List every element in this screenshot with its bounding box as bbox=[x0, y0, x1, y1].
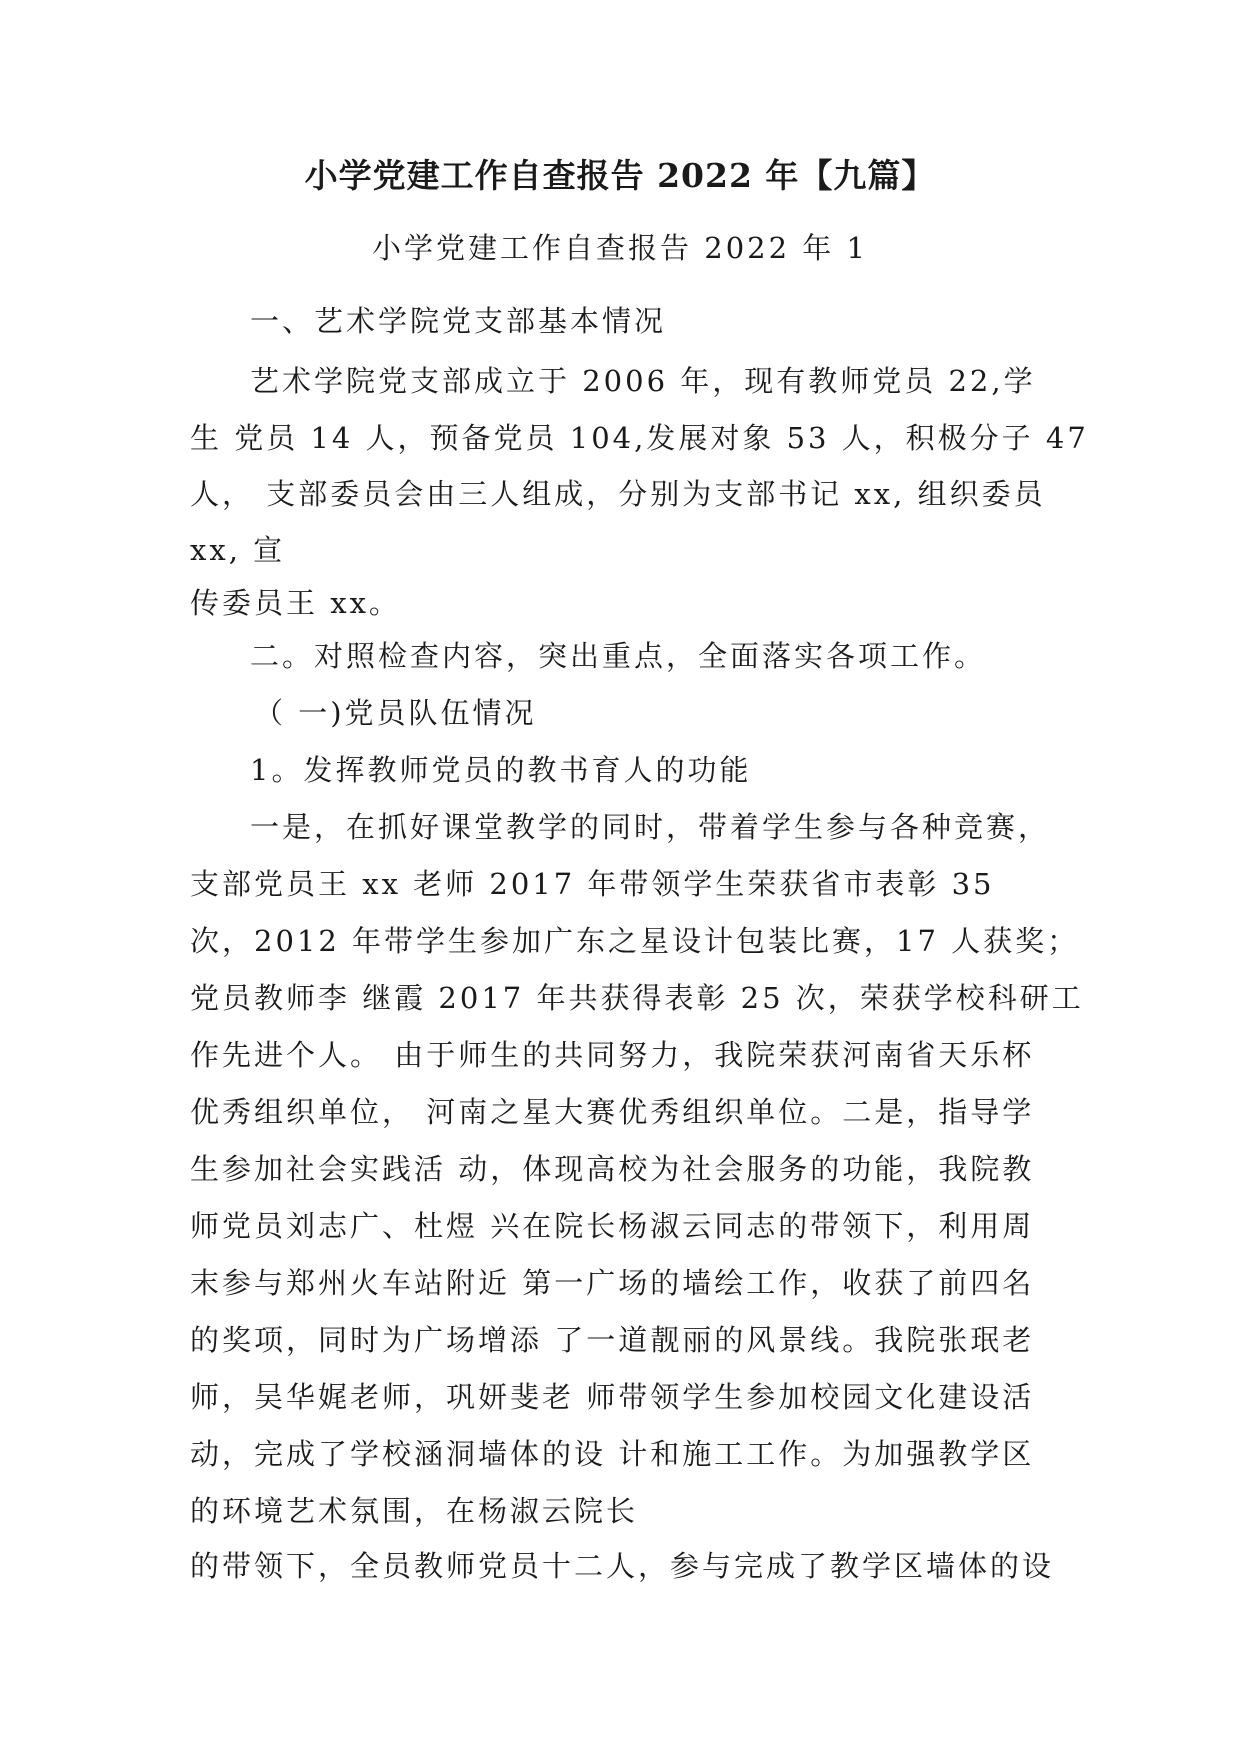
paragraph-line: 人， 支部委员会由三人组成，分别为支部书记 xx, 组织委员 bbox=[190, 477, 1046, 511]
paragraph-line: 次，2012 年带学生参加广东之星设计包装比赛，17 人获奖； bbox=[190, 924, 1080, 958]
paragraph-line: 师党员刘志广、杜煜 兴在院长杨淑云同志的带领下，利用周 bbox=[190, 1209, 1035, 1243]
paragraph-line: 的奖项，同时为广场增添 了一道靓丽的风景线。我院张珉老 bbox=[190, 1323, 1035, 1357]
paragraph-line: 作先进个人。 由于师生的共同努力，我院荣获河南省天乐杯 bbox=[190, 1038, 1035, 1072]
paragraph-line: 末参与郑州火车站附近 第一广场的墙绘工作，收获了前四名 bbox=[190, 1266, 1035, 1300]
paragraph-line: 生参加社会实践活 动，体现高校为社会服务的功能，我院教 bbox=[190, 1152, 1035, 1186]
section-heading: 二。对照检查内容，突出重点，全面落实各项工作。 bbox=[250, 639, 987, 673]
paragraph-line: 师，吴华娓老师，巩妍斐老 师带领学生参加校园文化建设活 bbox=[190, 1380, 1035, 1414]
document-subtitle: 小学党建工作自查报告 2022 年 1 bbox=[372, 231, 868, 265]
paragraph-line: 一是，在抓好课堂教学的同时，带着学生参与各种竞赛， bbox=[250, 810, 1051, 844]
subsection-heading: （ 一)党员队伍情况 bbox=[254, 696, 537, 730]
paragraph-line: 传委员王 xx。 bbox=[190, 586, 401, 620]
paragraph-line: xx, 宣 bbox=[190, 533, 286, 567]
paragraph-line: 优秀组织单位， 河南之星大赛优秀组织单位。二是，指导学 bbox=[190, 1095, 1035, 1129]
paragraph-line: 的环境艺术氛围，在杨淑云院长 bbox=[190, 1494, 639, 1528]
paragraph-line: 党员教师李 继霞 2017 年共获得表彰 25 次，荣获学校科研工 bbox=[190, 981, 1084, 1015]
paragraph-line: 的带领下，全员教师党员十二人，参与完成了教学区墙体的设 bbox=[190, 1549, 1055, 1583]
paragraph-line: 动，完成了学校涵洞墙体的设 计和施工工作。为加强教学区 bbox=[190, 1437, 1035, 1471]
section-heading: 一、艺术学院党支部基本情况 bbox=[250, 304, 667, 338]
paragraph-line: 支部党员王 xx 老师 2017 年带领学生荣获省市表彰 35 bbox=[190, 867, 995, 901]
subsection-heading: 1。发挥教师党员的教书育人的功能 bbox=[250, 753, 752, 787]
document-title: 小学党建工作自查报告 2022 年【九篇】 bbox=[304, 156, 936, 195]
paragraph-line: 生 党员 14 人，预备党员 104,发展对象 53 人，积极分子 47 bbox=[190, 421, 1089, 455]
paragraph-line: 艺术学院党支部成立于 2006 年，现有教师党员 22,学 bbox=[250, 364, 1036, 398]
